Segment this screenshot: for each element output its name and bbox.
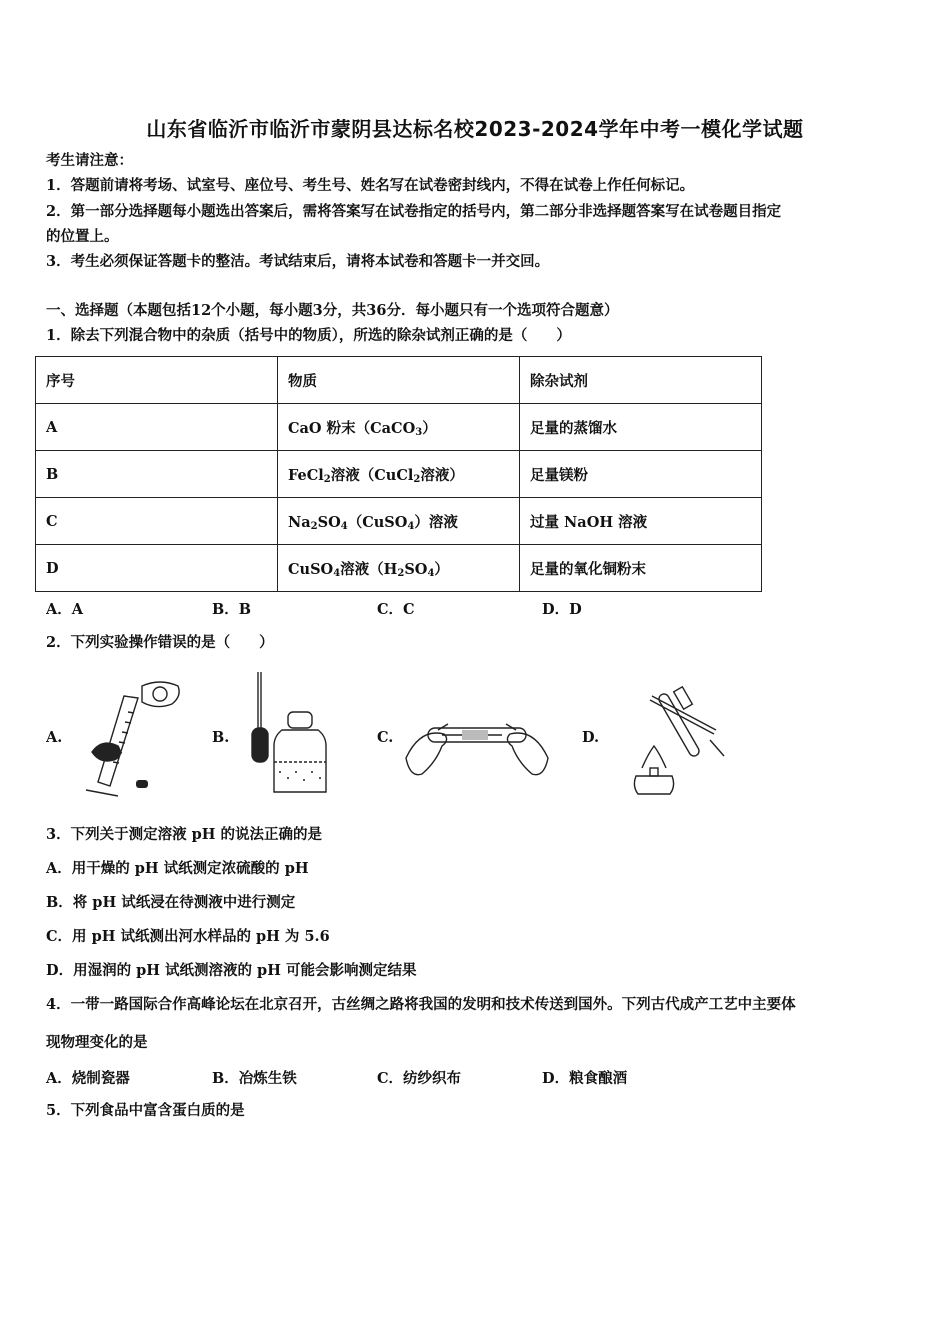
question-4-stem: 4．一带一路国际合作高峰论坛在北京召开，古丝绸之路将我国的发明和技术传送到国外。下列古代成产工艺中主要体: [46, 996, 796, 1013]
heating-test-tube-figure: [614, 684, 734, 800]
row-substance: $Na_2SO_4(CuSO_4)$溶液: [278, 498, 520, 545]
row-id: B: [36, 451, 278, 498]
table-row: [36, 404, 762, 451]
q3-option-b[interactable]: B．将 pH 试纸浸在待测液中进行测定: [46, 894, 296, 911]
q3-option-d[interactable]: D．用湿润的 pH 试纸测溶液的 pH 可能会影响测定结果: [46, 962, 417, 979]
row-reagent: 过量 NaOH 溶液: [520, 498, 762, 545]
section-heading: 一、选择题（本题包括12个小题，每小题3分，共36分．每小题只有一个选项符合题意）: [46, 302, 619, 319]
question-5-stem: 5．下列食品中富含蛋白质的是: [46, 1102, 245, 1119]
row-reagent: 足量的蒸馏水: [520, 404, 762, 451]
graduated-cylinder-figure: [80, 676, 190, 800]
table-header-cell: 物质: [278, 357, 520, 404]
q2-option-b[interactable]: B.: [212, 729, 230, 746]
table-row: [36, 498, 762, 545]
row-id: A: [36, 404, 278, 451]
q3-option-c[interactable]: C．用 pH 试纸测出河水样品的 pH 为 5.6: [46, 928, 330, 945]
notice-item: 3．考生必须保证答题卡的整洁。考试结束后，请将本试卷和答题卡一并交回。: [46, 253, 550, 270]
q1-option-d[interactable]: D．D: [542, 601, 582, 618]
table-header-row: [36, 357, 762, 404]
row-substance: CaO 粉末（CaCO$_3$）: [278, 404, 520, 451]
page-title: 山东省临沂市临沂市蒙阴县达标名校2023-2024学年中考一模化学试题: [146, 117, 804, 141]
question-4-stem-cont: 现物理变化的是: [46, 1034, 148, 1051]
q1-option-b[interactable]: B．B: [212, 601, 252, 618]
q2-option-d[interactable]: D.: [582, 729, 600, 746]
table-header-cell: 除杂试剂: [520, 357, 762, 404]
row-substance: FeCl$_2$溶液（CuCl$_2$溶液）: [278, 451, 520, 498]
q2-option-a[interactable]: A.: [46, 729, 63, 746]
notice-item: 的位置上。: [46, 228, 119, 245]
q4-option-c[interactable]: C．纺纱织布: [377, 1070, 462, 1087]
row-reagent: 足量镁粉: [520, 451, 762, 498]
row-id: C: [36, 498, 278, 545]
question-1-table: [35, 356, 762, 592]
test-tube-hands-figure: [402, 708, 552, 783]
notice-item: 1．答题前请将考场、试室号、座位号、考生号、姓名写在试卷密封线内，不得在试卷上作任何标记。: [46, 177, 695, 194]
table-row: [36, 451, 762, 498]
notice-heading: 考生请注意：: [46, 152, 133, 169]
q4-option-b[interactable]: B．冶炼生铁: [212, 1070, 297, 1087]
table-header-cell: 序号: [36, 357, 278, 404]
table-row: [36, 545, 762, 592]
question-3-stem: 3．下列关于测定溶液 pH 的说法正确的是: [46, 826, 323, 843]
q1-option-c[interactable]: C．C: [377, 601, 415, 618]
question-1-stem: 1．除去下列混合物中的杂质（括号中的物质），所选的除杂试剂正确的是（ ）: [46, 327, 571, 344]
row-reagent: 足量的氧化铜粉末: [520, 545, 762, 592]
q1-option-a[interactable]: A．A: [46, 601, 84, 618]
dropper-bottle-figure: [240, 668, 330, 798]
q4-option-d[interactable]: D．粮食酿酒: [542, 1070, 628, 1087]
notice-item: 2．第一部分选择题每小题选出答案后，需将答案写在试卷指定的括号内，第二部分非选择题答案写在试卷题目指定: [46, 203, 782, 220]
q3-option-a[interactable]: A．用干燥的 pH 试纸测定浓硫酸的 pH: [46, 860, 309, 877]
q2-option-c[interactable]: C.: [377, 729, 394, 746]
row-id: D: [36, 545, 278, 592]
q4-option-a[interactable]: A．烧制瓷器: [46, 1070, 130, 1087]
question-2-stem: 2．下列实验操作错误的是（ ）: [46, 634, 274, 651]
row-substance: CuSO$_4$溶液$(H_2SO_4)$: [278, 545, 520, 592]
